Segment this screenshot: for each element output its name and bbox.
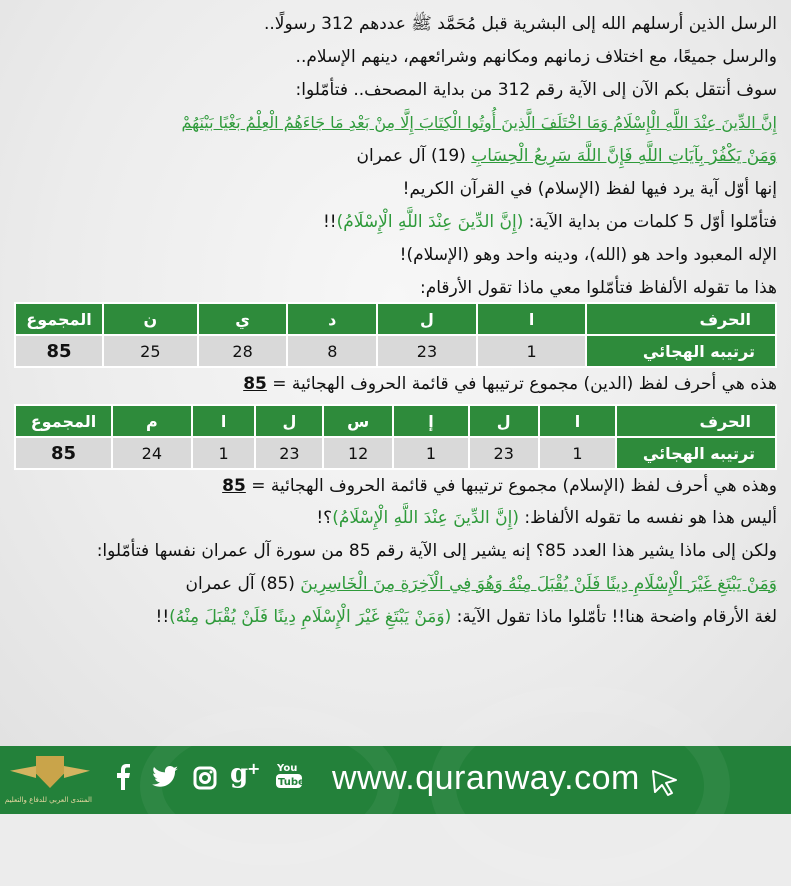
table-din-row-label: ترتيبه الهجائي [586,335,776,367]
table-islam-letter: ا [539,405,617,437]
table-islam-letter: س [323,405,393,437]
table-din-letter: ي [198,303,288,335]
svg-text:Tube: Tube [278,777,305,788]
table-din-values-row [15,335,776,367]
after-table-islam-line [14,470,777,502]
table-islam-letter: إ [393,405,469,437]
verse-2-ref: (85) آل عمران [185,574,301,594]
cursor-arrow-icon [650,768,680,796]
table-din-header-row [15,303,776,335]
table-islam-row-label: ترتيبه الهجائي [616,437,776,469]
svg-text:You: You [277,763,298,774]
svg-text:g: g [230,759,249,789]
logo-caption: المنتدى العربي للدفاع والتعليم [4,796,92,804]
verse-2-line [14,568,777,601]
table-din-total-label: المجموع [15,303,103,335]
letters-table-din [14,302,777,368]
site-url-link[interactable]: www.quranway.com [332,759,640,797]
text-line-8-c: ؟! [316,508,333,528]
text-line-5-verse: (إِنَّ الدِّينَ عِنْدَ اللَّهِ الْإِسْلَامُ) [336,212,524,232]
text-line-8-a: أليس هذا هو نفسه ما تقوله الألفاظ: [518,508,777,528]
table-islam-header-label: الحرف [616,405,776,437]
table-din-value: 28 [198,335,288,367]
text-line-7 [14,272,777,302]
table-islam-header-row [15,405,776,437]
facebook-icon[interactable] [112,764,134,794]
svg-text:+: + [247,759,261,778]
table-din-value: 23 [377,335,477,367]
table-islam-value: 1 [393,437,469,469]
table-islam-value: 1 [192,437,256,469]
text-line-4-content: إنها أوّل آية يرد فيها لفظ (الإسلام) في القرآن الكريم! [402,179,777,199]
verse-1-ref: (19) آل عمران [356,146,472,166]
googleplus-icon[interactable] [230,760,264,790]
verse-1-line-a [14,107,777,140]
table-din-value: 25 [103,335,198,367]
text-line-5-c: !! [322,212,337,232]
table-islam-value: 1 [539,437,617,469]
table-islam-total-label: المجموع [15,405,112,437]
after-table-din-total: 85 [243,374,267,394]
table-islam-values-row [15,437,776,469]
text-line-10-c: !! [155,607,170,627]
table-din-value: 8 [287,335,377,367]
verse-1-text-a: إِنَّ الدِّينَ عِنْدَ اللَّهِ الْإِسْلَامُ وَمَا اخْتَلَفَ الَّذِينَ أُوتُوا الْكِتَابَ إِلَّا مِنْ بَعْدِ مَا جَاءَهُمُ الْعِلْمُ بَغْيًا بَيْنَهُمْ [181,113,777,132]
text-line-5 [14,206,777,239]
table-islam-letter: ل [469,405,539,437]
verse-1-text-b: وَمَنْ يَكْفُرْ بِآيَاتِ اللَّهِ فَإِنَّ اللَّهَ سَرِيعُ الْحِسَابِ [471,146,777,166]
text-line-1-content: الرسل الذين أرسلهم الله إلى البشرية قبل مُحَمَّد ﷺ عددهم 312 رسولًا.. [263,14,777,34]
logo-wing-icon [10,766,36,778]
site-logo[interactable] [4,752,92,812]
text-line-8-verse: (إِنَّ الدِّينَ عِنْدَ اللَّهِ الْإِسْلَامُ) [332,508,519,528]
table-islam-value: 12 [323,437,393,469]
text-line-10-verse: (وَمَنْ يَبْتَغِ غَيْرَ الْإِسْلَامِ دِينًا فَلَنْ يُقْبَلَ مِنْهُ) [169,607,452,627]
text-line-10 [14,601,777,634]
table-islam-value: 23 [255,437,323,469]
text-line-5-a: فتأمّلوا أوّل 5 كلمات من بداية الآية: [523,212,777,232]
table-islam-value: 24 [112,437,192,469]
text-line-10-a: لغة الأرقام واضحة هنا!! تأمّلوا ماذا تقول الآية: [451,607,777,627]
text-line-9-content: ولكن إلى ماذا يشير هذا العدد 85؟ إنه يشير إلى الآية رقم 85 من سورة آل عمران نفسها فتأمّلوا: [96,541,777,561]
table-islam-letter: ل [255,405,323,437]
text-line-6 [14,239,777,272]
table-din-letter: ا [477,303,587,335]
table-islam-letter: ا [192,405,256,437]
footer-bar [0,746,791,814]
table-din-header-label: الحرف [586,303,776,335]
text-line-8 [14,502,777,535]
logo-wing-icon [64,766,90,778]
text-line-4 [14,173,777,206]
table-islam-total: 85 [15,437,112,469]
after-table-islam-total: 85 [222,476,246,496]
text-line-7-content: هذا ما تقوله الألفاظ فتأمّلوا معي ماذا تقول الأرقام: [419,278,777,298]
text-line-6-content: الإله المعبود واحد هو (الله)، ودينه واحد وهو (الإسلام)! [399,245,777,265]
table-din-letter: د [287,303,377,335]
verse-2-text: وَمَنْ يَبْتَغِ غَيْرَ الْإِسْلَامِ دِينًا فَلَنْ يُقْبَلَ مِنْهُ وَهُوَ فِي الْآخِرَةِ مِنَ الْخَاسِرِينَ [300,574,777,594]
verse-1-line-b [14,140,777,173]
table-din-value: 1 [477,335,587,367]
text-line-3 [14,74,777,107]
instagram-icon[interactable] [192,766,218,796]
text-line-2 [14,41,777,74]
youtube-icon[interactable] [276,760,305,790]
text-line-3-content: سوف أنتقل بكم الآن إلى الآية رقم 312 من بداية المصحف.. فتأمّلوا: [295,80,777,100]
after-table-islam-text: وهذه هي أحرف لفظ (الإسلام) مجموع ترتيبها في قائمة الحروف الهجائية = [245,476,777,496]
table-din-letter: ل [377,303,477,335]
table-din-letter: ن [103,303,198,335]
after-table-din-text: هذه هي أحرف لفظ (الدين) مجموع ترتيبها في قائمة الحروف الهجائية = [266,374,777,394]
text-line-1 [14,8,777,41]
letters-table-islam [14,404,777,470]
table-islam-letter: م [112,405,192,437]
text-line-2-content: والرسل جميعًا، مع اختلاف زمانهم ومكانهم وشرائعهم، دينهم الإسلام.. [295,47,777,67]
twitter-icon[interactable] [150,766,180,796]
table-din-total: 85 [15,335,103,367]
logo-shield-icon [36,756,64,788]
after-table-din-line [14,368,777,404]
text-line-9 [14,535,777,568]
table-islam-value: 23 [469,437,539,469]
